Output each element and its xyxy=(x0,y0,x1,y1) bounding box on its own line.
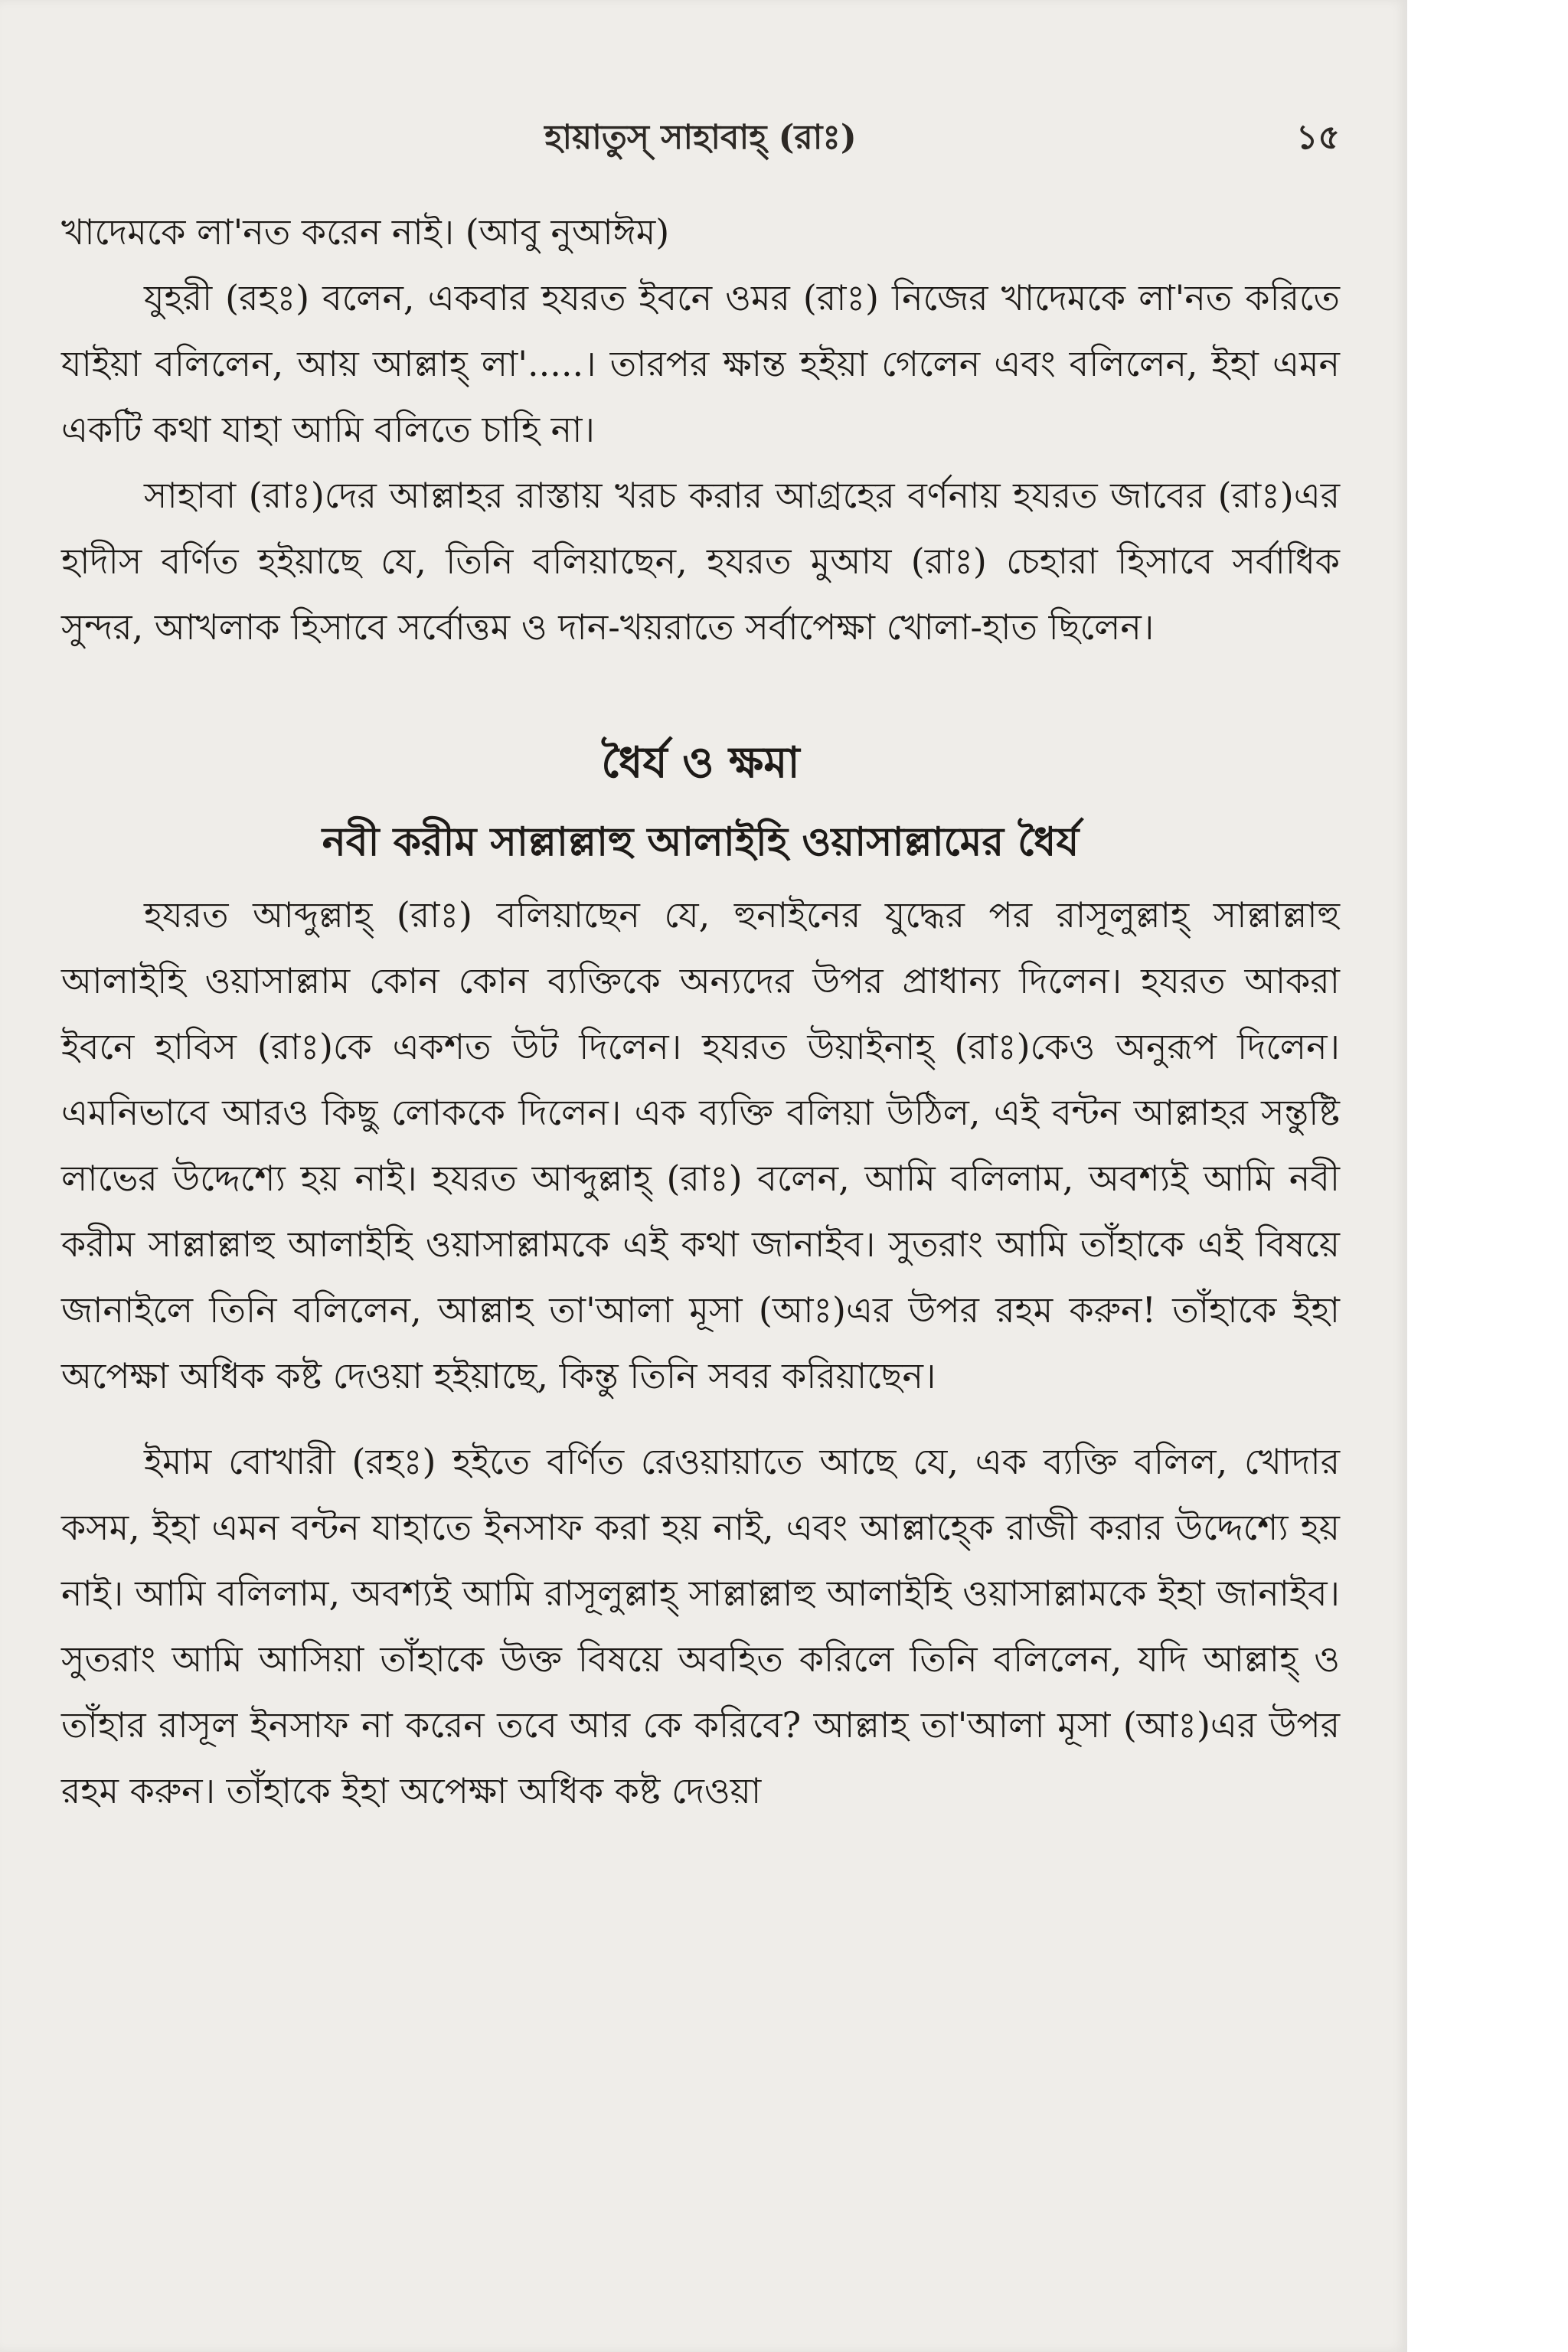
page-right-margin xyxy=(1407,0,1568,2352)
paragraph-hunain-report: হযরত আব্দুল্লাহ্ (রাঃ) বলিয়াছেন যে, হুনাইনের যুদ্ধের পর রাসূলুল্লাহ্ সাল্লাল্লাহু আলাইহি ওয়াসাল্লাম কোন কোন ব্যক্তিকে অন্যদের উপর প্রাধান্য দিলেন। হযরত আকরা ইবনে হাবিস (রাঃ)কে একশত উট দিলেন। হযরত উয়াইনাহ্ (রাঃ)কেও অনুরূপ দিলেন। এমনিভাবে আরও কিছু লোককে দিলেন। এক ব্যক্তি বলিয়া উঠিল, এই বন্টন আল্লাহর সন্তুষ্টি লাভের উদ্দেশ্যে হয় নাই। হযরত আব্দুল্লাহ্ (রাঃ) বলেন, আমি বলিলাম, অবশ্যই আমি নবী করীম সাল্লাল্লাহু আলাইহি ওয়াসাল্লামকে এই কথা জানাইব। সুতরাং আমি তাঁহাকে এই বিষয়ে জানাইলে তিনি বলিলেন, আল্লাহ তা'আলা মূসা (আঃ)এর উপর রহম করুন! তাঁহাকে ইহা অপেক্ষা অধিক কষ্ট দেওয়া হইয়াছে, কিন্তু তিনি সবর করিয়াছেন। xyxy=(61,894,1340,1396)
running-title: হায়াতুস্ সাহাবাহ্ (রাঃ) xyxy=(544,118,857,157)
paragraph-jabir-report: সাহাবা (রাঃ)দের আল্লাহর রাস্তায় খরচ করার আগ্রহের বর্ণনায় হযরত জাবের (রাঃ)এর হাদীস বর্ণিত হইয়াছে যে, তিনি বলিয়াছেন, হযরত মুআয (রাঃ) চেহারা হিসাবে সর্বাধিক সুন্দর, আখলাক হিসাবে সর্বোত্তম ও দান-খয়রাতে সর্বাপেক্ষা খোলা-হাত ছিলেন। xyxy=(61,475,1340,648)
page-body xyxy=(61,199,1340,1824)
subsection-heading: নবী করীম সাল্লাল্লাহু আলাইহি ওয়াসাল্লামের ধৈর্য xyxy=(322,818,1080,865)
paragraph-continued: খাদেমকে লা'নত করেন নাই। (আবু নুআঈম) xyxy=(61,211,670,253)
section-heading: ধৈর্য ও ক্ষমা xyxy=(601,737,800,788)
paragraph-zuhri-report: যুহরী (রহঃ) বলেন, একবার হযরত ইবনে ওমর (রাঃ) নিজের খাদেমকে লা'নত করিতে যাইয়া বলিলেন, আয় আল্লাহ্ লা'.....। তারপর ক্ষান্ত হইয়া গেলেন এবং বলিলেন, ইহা এমন একটি কথা যাহা আমি বলিতে চাহি না। xyxy=(61,277,1340,450)
page-header xyxy=(61,107,1340,168)
page-number: ১৫ xyxy=(1295,118,1340,157)
paragraph-bukhari-report: ইমাম বোখারী (রহঃ) হইতে বর্ণিত রেওয়ায়াতে আছে যে, এক ব্যক্তি বলিল, খোদার কসম, ইহা এমন বন্টন যাহাতে ইনসাফ করা হয় নাই, এবং আল্লাহ্কে রাজী করার উদ্দেশ্যে হয় নাই। আমি বলিলাম, অবশ্যই আমি রাসূলুল্লাহ্ সাল্লাল্লাহু আলাইহি ওয়াসাল্লামকে ইহা জানাইব। সুতরাং আমি আসিয়া তাঁহাকে উক্ত বিষয়ে অবহিত করিলে তিনি বলিলেন, যদি আল্লাহ্ ও তাঁহার রাসূল ইনসাফ না করেন তবে আর কে করিবে? আল্লাহ তা'আলা মূসা (আঃ)এর উপর রহম করুন। তাঁহাকে ইহা অপেক্ষা অধিক কষ্ট দেওয়া xyxy=(61,1441,1340,1811)
paragraph-spacer xyxy=(61,1409,1340,1429)
